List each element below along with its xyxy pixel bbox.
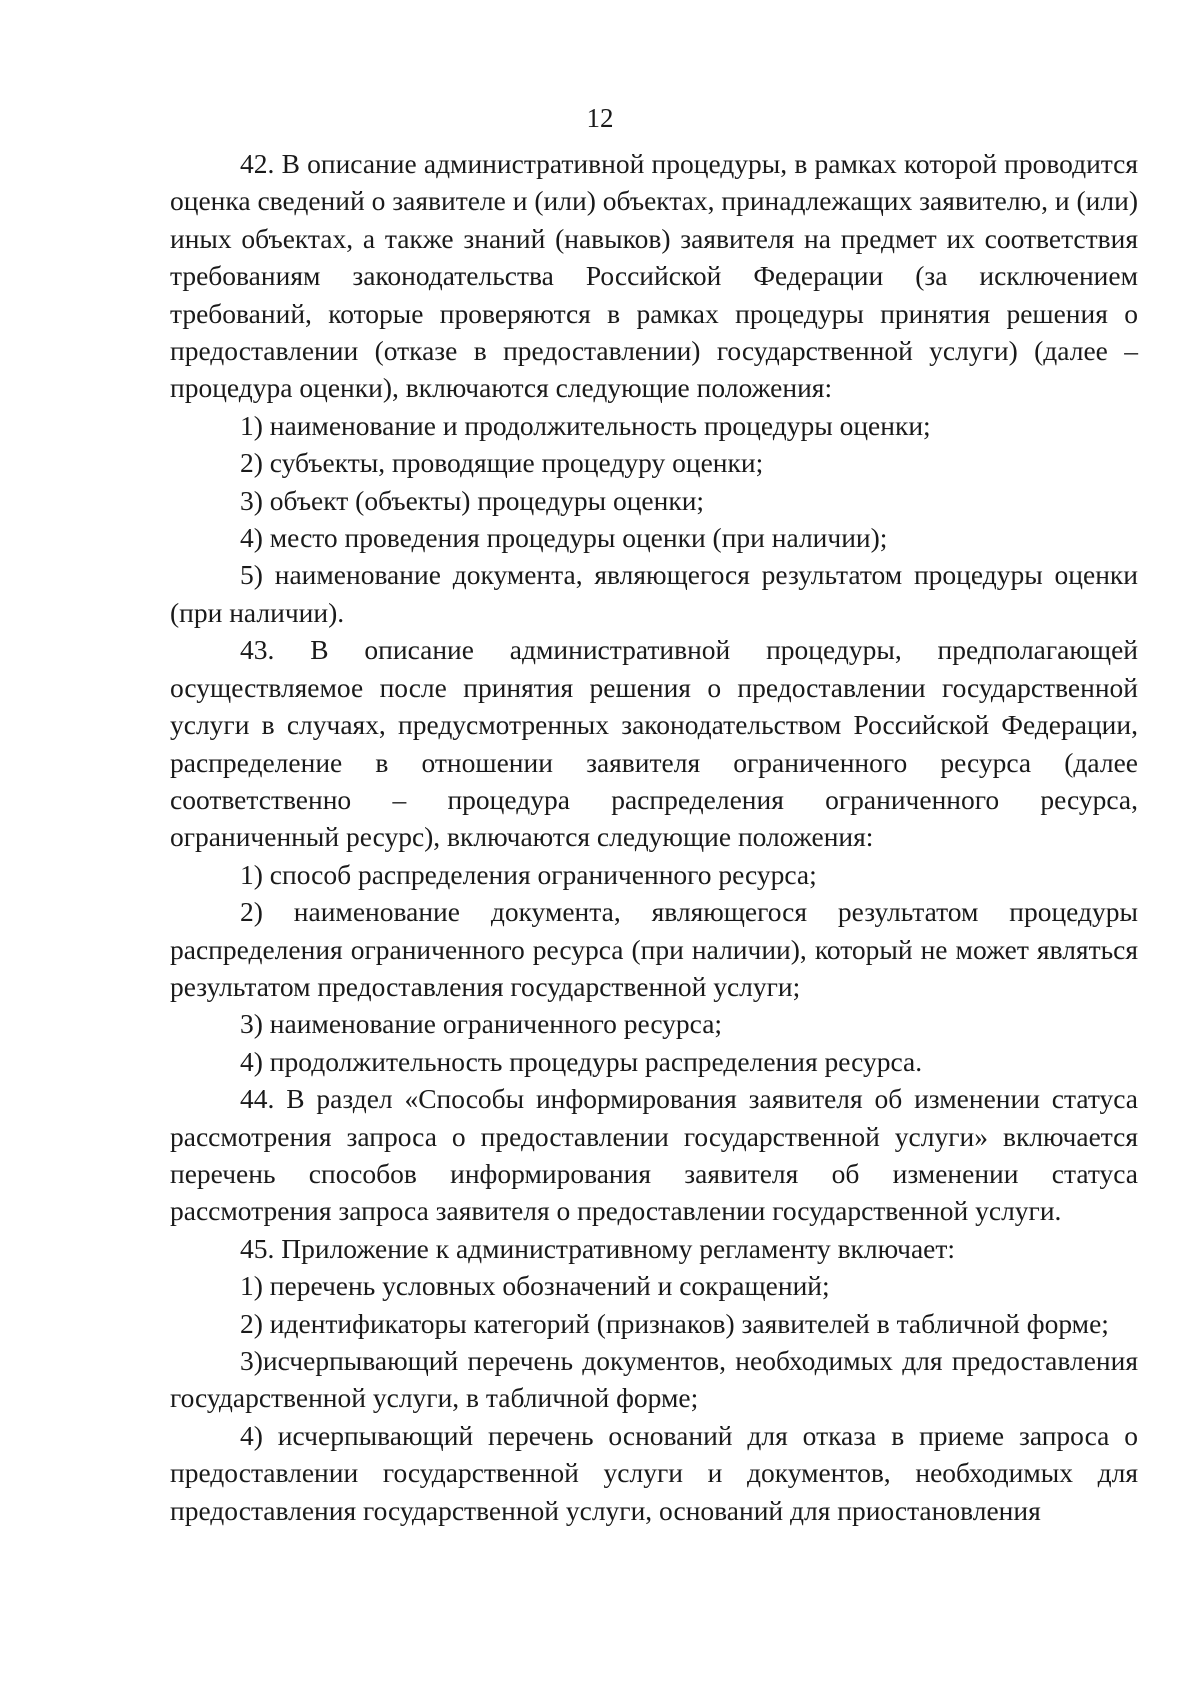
list-item: 4) место проведения процедуры оценки (при наличии); [240,522,888,554]
list-item: 1) способ распределения ограниченного ресурса; [240,858,817,890]
paragraph-44: 44. В раздел «Способы информирования заявителя об изменении статуса рассмотрения запроса о предоставлении государственной услуги» включается перечень способов информирования заявителя об изменении статуса рассмотрения запроса заявителя о предоставлении государственной услуги. [170,1083,1138,1227]
list-item: 3) объект (объекты) процедуры оценки; [240,484,705,516]
paragraph-42: 42. В описание административной процедуры, в рамках которой проводится оценка сведений о заявителе и (или) объектах, принадлежащих заявителю, и (или) иных объектах, а также знаний (навыков) заявителя на предмет их соответствия требованиям законодательства Российской Федерации (за исключением требований, которые проверяются в рамках процедуры принятия решения о предоставлении (отказе в предоставлении) государственной услуги) (далее – процедура оценки), включаются следующие положения: [170,148,1138,404]
page-number: 12 [586,103,614,133]
list-item: 2) субъекты, проводящие процедуру оценки; [240,447,764,479]
list-item: 1) перечень условных обозначений и сокращений; [240,1270,830,1302]
list-item: 1) наименование и продолжительность процедуры оценки; [240,409,931,441]
list-item: 4) продолжительность процедуры распределения ресурса. [240,1045,923,1077]
list-item: 2) идентификаторы категорий (признаков) заявителей в табличной форме; [240,1307,1109,1339]
document-body [170,145,1138,1529]
list-item: 2) наименование документа, являющегося результатом процедуры распределения ограниченного ресурса (при наличии), который не может являться результатом предоставления государственной услуги; [170,896,1138,1002]
list-item: 5) наименование документа, являющегося результатом процедуры оценки (при наличии). [170,559,1138,628]
list-item: 3) наименование ограниченного ресурса; [240,1008,723,1040]
list-item: 3)исчерпывающий перечень документов, необходимых для предоставления государственной услуги, в табличной форме; [170,1345,1138,1414]
paragraph-45: 45. Приложение к административному регламенту включает: [240,1232,956,1264]
paragraph-43: 43. В описание административной процедуры, предполагающей осуществляемое после принятия решения о предоставлении государственной услуги в случаях, предусмотренных законодательством Российской Федерации, распределение в отношении заявителя ограниченного ресурса (далее соответственно – процедура распределения ограниченного ресурса, ограниченный ресурс), включаются следующие положения: [170,634,1138,853]
list-item: 4) исчерпывающий перечень оснований для отказа в приеме запроса о предоставлении государственной услуги и документов, необходимых для предоставления государственной услуги, оснований для приостановления [170,1419,1138,1526]
